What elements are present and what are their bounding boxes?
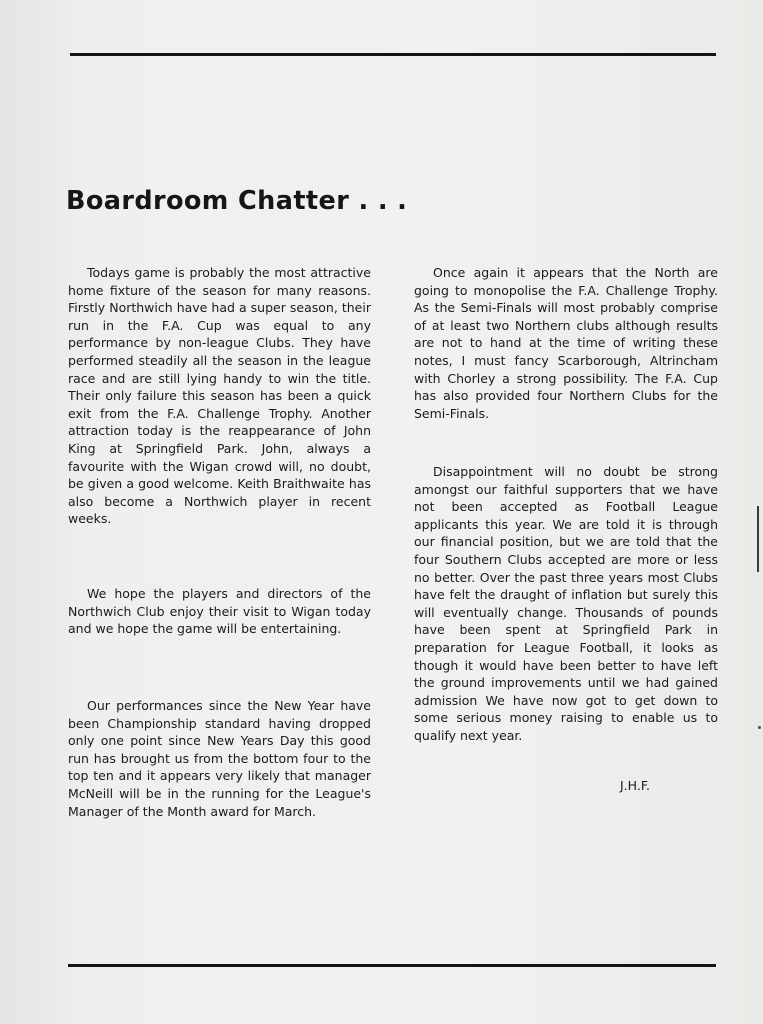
right-paragraph-1: Once again it appears that the North are going to monopolise the F.A. Challenge Trophy. As the Semi-Finals will most probably comprise of at least two Northern clubs although results are not to hand at the time of writing these notes, I must fancy Scarborough, Altrincham with Chorley a strong possibility. The F.A. Cup has also provided four Northern Clubs for the Semi-Finals.: [414, 265, 718, 421]
top-rule: [70, 53, 716, 56]
left-paragraph-1: Todays game is probably the most attractive home fixture of the season for many reasons. Firstly Northwich have had a super season, their run in the F.A. Cup was equal to any performance by non-league Clubs. They have performed steadily all the season in the league race and are still lying handy to win the title. Their only failure this season has been a quick exit from the F.A. Challenge Trophy. Another attraction today is the reappearance of John King at Springfield Park. John, always a favourite with the Wigan crowd will, no doubt, be given a good welcome. Keith Braithwaite has also become a Northwich player in recent weeks.: [68, 265, 371, 527]
left-paragraph-2: We hope the players and directors of the Northwich Club enjoy their visit to Wigan today and we hope the game will be entertaining.: [68, 586, 371, 637]
article-title: Boardroom Chatter . . .: [66, 186, 408, 216]
page-edge-mark: [757, 506, 759, 572]
page-edge-dot: [758, 726, 761, 729]
right-paragraph-2: Disappointment will no doubt be strong amongst our faithful supporters that we have not been accepted as Football League applicants this year. We are told it is through our financial position, but we are told that the four Southern Clubs accepted are more or less no better. Over the past three years most Clubs have felt the draught of inflation but surely this will eventually change. Thousands of pounds have been spent at Springfield Park in preparation for League Football, it looks as though it would have been better to have left the ground improvements until we had gained admission We have now got to get down to some serious money raising to enable us to qualify next year.: [414, 464, 718, 743]
left-paragraph-3: Our performances since the New Year have been Championship standard having dropped only one point since New Years Day this good run has brought us from the bottom four to the top ten and it appears very likely that manager McNeill will be in the running for the League's Manager of the Month award for March.: [68, 698, 371, 819]
bottom-rule: [68, 964, 716, 967]
author-signature: J.H.F.: [620, 778, 650, 793]
